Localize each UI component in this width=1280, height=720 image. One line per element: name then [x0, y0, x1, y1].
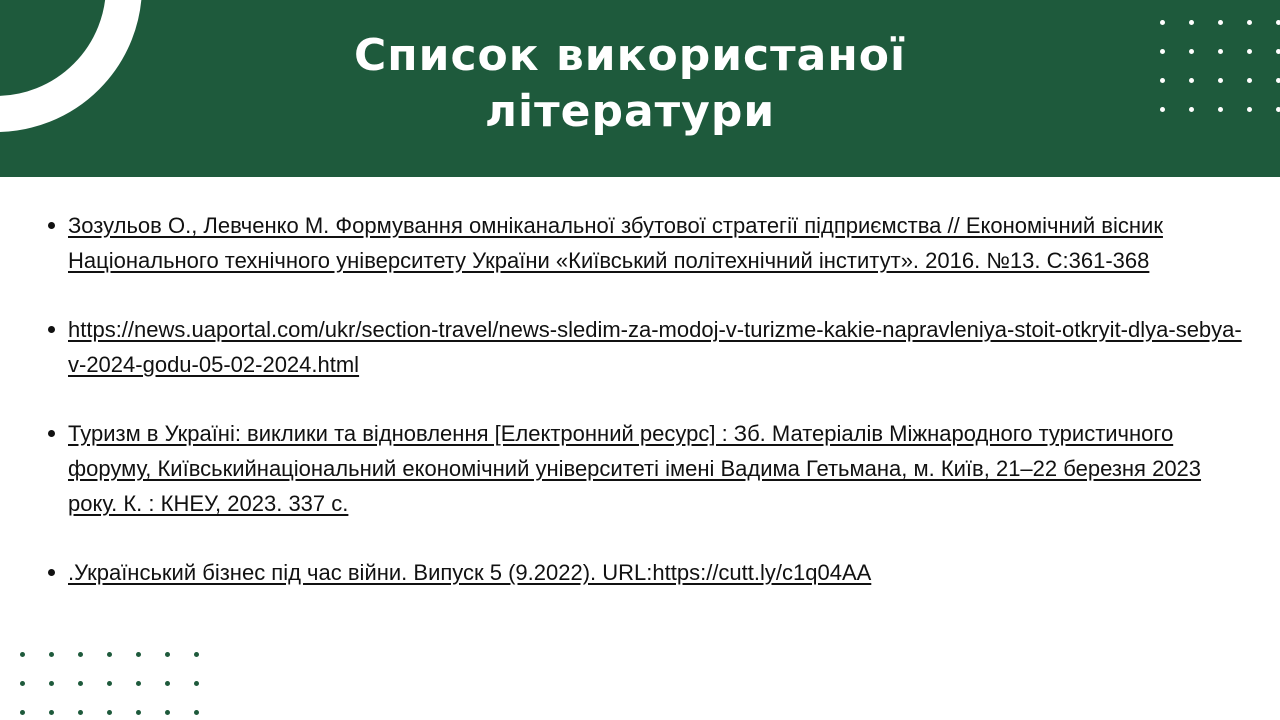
decorative-dot: [1189, 49, 1194, 54]
slide-header: [0, 0, 1280, 177]
reference-link[interactable]: https://news.uaportal.com/ukr/section-travel/news-sledim-za-modoj-v-turizme-kakie-napravleniya-stoit-otkryit-dlya-sebya-v-2024-godu-05-02-2024.html: [68, 317, 1242, 377]
decorative-dot: [78, 681, 83, 686]
decorative-dot: [136, 652, 141, 657]
decorative-dot: [1160, 49, 1165, 54]
reference-item: [48, 208, 1248, 278]
decorative-dot: [107, 652, 112, 657]
decorative-dot: [49, 652, 54, 657]
decorative-dot: [1276, 20, 1280, 25]
decorative-dot: [165, 681, 170, 686]
decorative-dot: [1160, 78, 1165, 83]
decorative-dot: [1276, 107, 1280, 112]
decorative-dot: [78, 710, 83, 715]
decorative-dot: [1276, 49, 1280, 54]
reference-link[interactable]: .Український бізнес під час війни. Випуск 5 (9.2022). URL:https://cutt.ly/c1q04AA: [68, 560, 872, 585]
decorative-dot: [107, 681, 112, 686]
decorative-dot: [1160, 20, 1165, 25]
decorative-dot: [49, 681, 54, 686]
decorative-dot: [1218, 20, 1223, 25]
decorative-dot: [1247, 107, 1252, 112]
reference-item: [48, 312, 1248, 382]
decorative-dot: [1247, 78, 1252, 83]
decorative-dot: [136, 710, 141, 715]
decorative-dot: [49, 710, 54, 715]
decorative-dot: [1218, 78, 1223, 83]
decorative-dot: [1276, 78, 1280, 83]
slide-title: Список використаної літератури: [353, 30, 907, 137]
decorative-dot: [78, 652, 83, 657]
reference-list: [48, 208, 1248, 624]
decorative-dot: [1189, 78, 1194, 83]
decorative-dot: [20, 652, 25, 657]
decorative-dot: [20, 710, 25, 715]
decorative-dot: [107, 710, 112, 715]
decorative-dot: [165, 652, 170, 657]
decorative-dot: [136, 681, 141, 686]
decorative-ring-shape: [0, 0, 142, 132]
decorative-dot: [1247, 20, 1252, 25]
decorative-dot: [20, 681, 25, 686]
decorative-dot: [1218, 49, 1223, 54]
reference-item: [48, 416, 1248, 521]
decorative-dot: [1160, 107, 1165, 112]
decorative-dot: [194, 652, 199, 657]
reference-link[interactable]: Зозульов О., Левченко М. Формування омніканальної збутової стратегії підприємства // Економічний вісник Національного технічного університету України «Київський політехнічний інститут». 2016. №13. С:361-368: [68, 213, 1163, 273]
decorative-dot: [194, 710, 199, 715]
decorative-dot: [1218, 107, 1223, 112]
reference-link[interactable]: Туризм в Україні: виклики та відновлення [Електронний ресурс] : Зб. Матеріалів Міжнародного туристичного форуму, Київськийнаціональний економічний університеті імені Вадима Гетьмана, м. Київ, 21–22 березня 2023 року. К. : КНЕУ, 2023. 337 с.: [68, 421, 1202, 516]
decorative-dot: [1189, 20, 1194, 25]
decorative-dot: [1247, 49, 1252, 54]
decorative-dot: [1189, 107, 1194, 112]
decorative-dot: [165, 710, 170, 715]
reference-item: [48, 555, 1248, 590]
decorative-dot: [194, 681, 199, 686]
